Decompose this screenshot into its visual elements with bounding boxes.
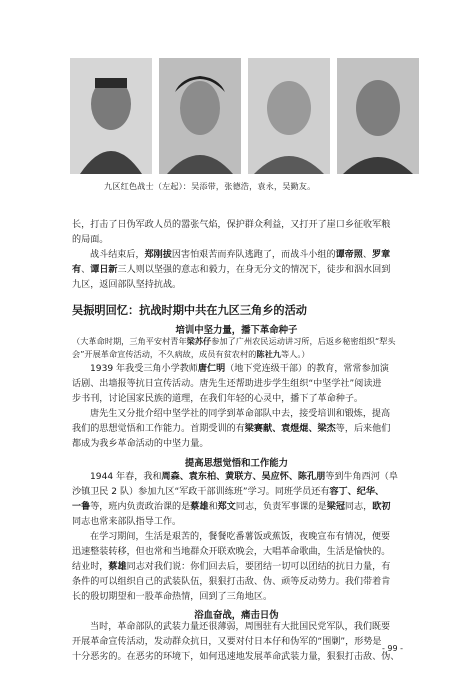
- portrait-photo-4: [337, 58, 419, 174]
- text-line: 长，打击了日伪军政人员的嚣张气焰，保护群众利益，又打开了崖口乡征收军粮: [72, 220, 391, 230]
- text-line: 话剧、出墙报等抗日宣传活动。唐先生还帮助进步学生组织“中坚学社”阅读进: [72, 379, 382, 389]
- paragraph-1944: [72, 470, 410, 605]
- text-line: 1939 年我受三角小学教师唐仁明（地下党连级干部）的教育，常常参加演: [90, 364, 389, 374]
- portrait-photo-2: [159, 58, 241, 174]
- text-line: 条件的可以组织自己的武装队伍，狠狠打击敌、伪、顽等反动势力。我们带着肯: [72, 577, 391, 587]
- text-line: 都成为我乡革命活动的中坚力量。: [72, 439, 209, 449]
- portrait-image-3: [248, 58, 330, 174]
- text-line: 开展革命宣传活动，发动群众抗日，又要对付日本仔和伪军的“围剿”，形势是: [72, 637, 382, 647]
- text-line: 战斗结束后，郑刚拔因害怕艰苦而弃队逃跑了，而战斗小组的谭帝照、罗章: [90, 250, 391, 260]
- text-line: 沙镇卫民 2 队）参加九区“军政干部训练班”学习。同班学员还有容丁、纪华、: [72, 487, 385, 497]
- paragraph-after-battle: [72, 248, 410, 293]
- historical-note: [72, 335, 412, 361]
- subheading-battle: 浴血奋战，痛击日伪: [194, 610, 279, 621]
- figure-caption: 九区红色战士（左起）：吴添带，张德浩，袁永，吴勤友。: [104, 181, 316, 191]
- subheading-awareness: 提高思想觉悟和工作能力: [184, 458, 289, 469]
- text-line: 一鲁等，班内负责政治课的是蔡雄和郑文同志，负责军事课的是梁冠同志，欧初: [72, 502, 391, 512]
- text-line: 在学习期间，生活是艰苦的，餐餐吃番薯饭或蕉饭，夜晚宣布有情况，便要: [90, 532, 391, 542]
- page-number: - 99 -: [382, 644, 404, 653]
- text-line: （大革命时期，三角平安村青年梁苏仔参加了广州农民运动讲习所，后返乡秘密组织“犁头: [72, 336, 396, 346]
- text-line: 步书刊，讨论国家民族的道理，在我们年轻的心灵中，播下了革命种子。: [72, 394, 364, 404]
- section-title: 吴振明回忆：抗战时期中共在九区三角乡的活动: [72, 304, 307, 317]
- text-line: 九区，返回部队坚持抗战。: [72, 280, 182, 290]
- text-line: 当时，革命部队的武装力量还很薄弱，周围驻有大批国民党军队，我们既要: [90, 622, 391, 632]
- paragraph-1939: [72, 362, 410, 452]
- subheading-training: 培训中坚力量，播下革命种子: [175, 325, 298, 336]
- portrait-image-4: [337, 58, 419, 174]
- text-line: 我们的思想觉悟和工作能力。首期受训的有梁赛献、袁煜焜、梁杰等，后来他们: [72, 424, 391, 434]
- portrait-image-1: [70, 58, 152, 174]
- text-line: 十分恶劣的。在恶劣的环境下，如何迅速地发展革命武装力量，狠狠打击敌、伪、: [72, 652, 400, 662]
- portrait-photo-1: [70, 58, 152, 174]
- text-line: 的局面。: [72, 235, 109, 245]
- portrait-image-2: [159, 58, 241, 174]
- paragraph-continuation: [72, 218, 410, 248]
- portrait-photo-strip: [70, 58, 420, 176]
- text-line: 会”开展革命宣传活动，不久病故，成员有贫农村的陈社九等人。）: [72, 349, 310, 359]
- text-line: 迅速整装转移，但也常和当地群众开联欢晚会，大唱革命歌曲，生活是愉快的。: [72, 547, 391, 557]
- text-line: 唐先生又分批介绍中坚学社的同学到革命部队中去，接受培训和锻炼，提高: [90, 409, 391, 419]
- text-line: 同志也常来部队指导工作。: [72, 517, 182, 527]
- text-line: 长的殷切期望和一股革命热情，回到了三角地区。: [72, 592, 273, 602]
- text-line: 1944 年春，我和周森、袁东柏、黄联方、吴应怀、陈孔朋等到牛角西河（阜: [90, 472, 398, 482]
- portrait-photo-3: [248, 58, 330, 174]
- text-line: 有、谭日新三人则以坚强的意志和毅力，在身无分文的情况下，徒步和泅水回到: [72, 265, 391, 275]
- text-line: 结业时，蔡雄同志对我们说：你们回去后，要团结一切可以团结的抗日力量，有: [72, 562, 391, 572]
- paragraph-situation: [72, 620, 410, 665]
